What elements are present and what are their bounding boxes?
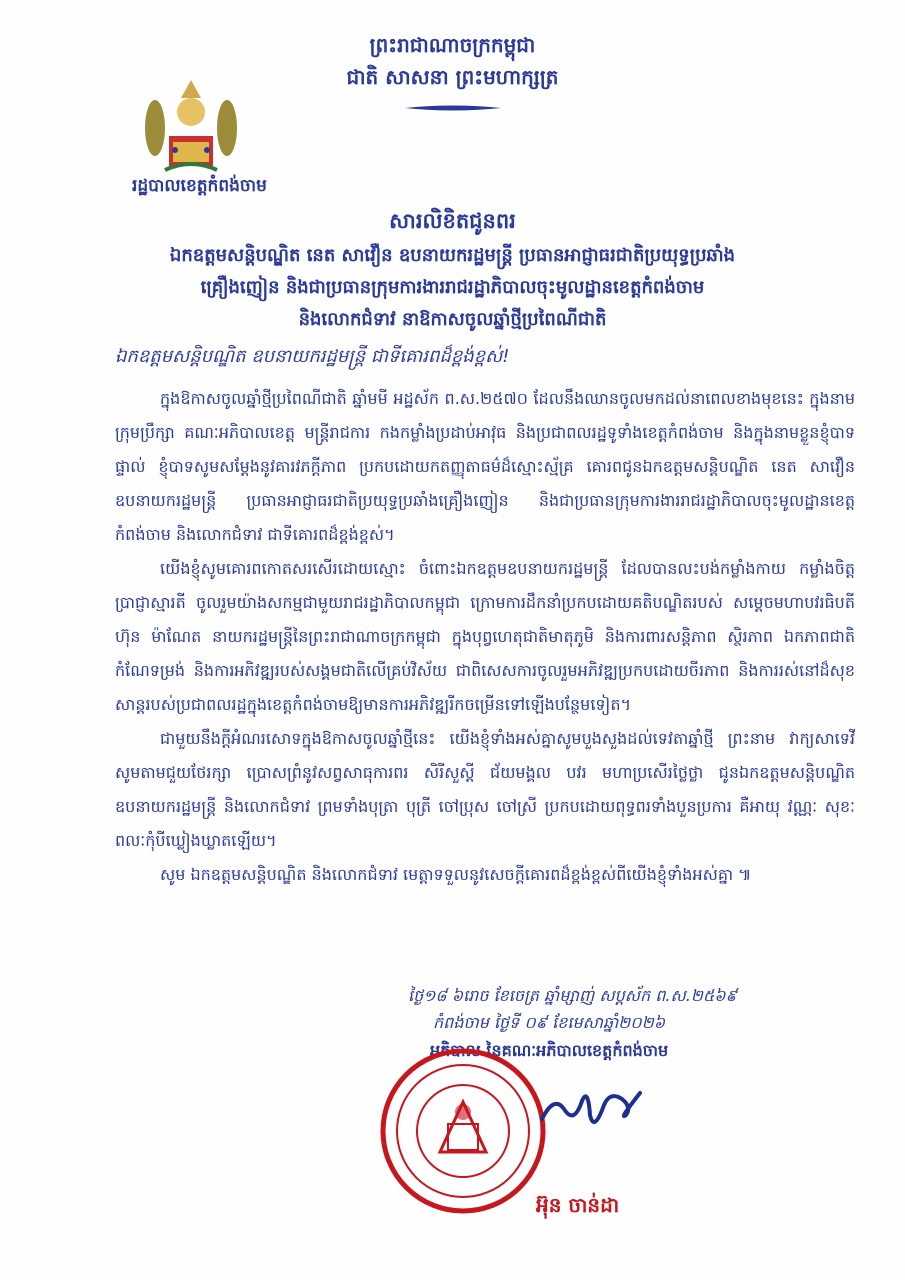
official-seal-icon xyxy=(378,1042,548,1220)
body-paragraph: ក្នុងឱកាសចូលឆ្នាំថ្មីប្រពៃណីជាតិ ឆ្នាំមមី អដ្ឋស័ក ព.ស.២៥៧០ ដែលនឹងឈានចូលមកដល់នាពេលខាងមុខនេះ ក្នុងនាមក្រុមប្រឹក្សា គណៈអភិបាលខេត្ត មន្ត្រីរាជការ កងកម្លាំងប្រដាប់អាវុធ និងប្រជាពលរដ្ឋទូទាំងខេត្តកំពង់ចាម និងក្នុងនាមខ្លួនខ្ញុំបាទផ្ទាល់ ខ្ញុំបាទសូមសម្តែងនូវគារវភក្តីភាព ប្រកបដោយកតញ្ញុតាធម៌ដ៏ស្មោះស្ម័គ្រ គោរពជូនឯកឧត្តមសន្តិបណ្ឌិត នេត សាវឿន ឧបនាយករដ្ឋមន្ត្រី ប្រធានអាជ្ញាធរជាតិប្រយុទ្ធប្រឆាំងគ្រឿងញៀន និងជាប្រធានក្រុមការងាររាជរដ្ឋាភិបាលចុះមូលដ្ឋានខេត្តកំពង់ចាម និងលោកជំទាវ ជាទីគោរពដ៏ខ្ពង់ខ្ពស់។ xyxy=(115,389,855,544)
subtitle-line: ឯកឧត្តមសន្តិបណ្ឌិត នេត សាវឿន ឧបនាយករដ្ឋមន្ត្រី ប្រធានអាជ្ញាធរជាតិប្រយុទ្ធប្រឆាំង xyxy=(169,245,736,266)
signatory-title: អភិបាល នៃគណៈអភិបាលខេត្តកំពង់ចាម xyxy=(430,1041,669,1060)
subtitle-line: និងលោកជំទាវ នាឱកាសចូលឆ្នាំថ្មីប្រពៃណីជាតិ xyxy=(298,309,607,330)
office-name: រដ្ឋបាលខេត្តកំពង់ចាម xyxy=(132,176,267,196)
lunar-date: ថ្ងៃ១៨ ៦រោច ខែចេត្រ ឆ្នាំម្សាញ់ សប្តស័ក ព.ស.២៥៦៩ xyxy=(408,986,737,1005)
letter-body xyxy=(115,382,855,892)
salutation: ឯកឧត្តមសន្តិបណ្ឌិត ឧបនាយករដ្ឋមន្ត្រី ជាទីគោរពដ៏ខ្ពង់ខ្ពស់! xyxy=(115,346,510,367)
signatory-name: អ៊ុន ចាន់ដា xyxy=(536,1193,620,1217)
kingdom-heading: ព្រះរាជាណាចក្រកម្ពុជា xyxy=(369,33,536,57)
ornament-divider-icon xyxy=(405,104,501,112)
solar-date: កំពង់ចាម ថ្ងៃទី ០៩ ខែមេសាឆ្នាំ២០២៦ xyxy=(433,1013,666,1032)
royal-emblem-icon xyxy=(137,78,245,174)
handwritten-signature-icon xyxy=(530,1075,650,1140)
national-motto: ជាតិ សាសនា ព្រះមហាក្សត្រ xyxy=(346,65,559,89)
subtitle-line: គ្រឿងញៀន និងជាប្រធានក្រុមការងាររាជរដ្ឋាភិបាលចុះមូលដ្ឋានខេត្តកំពង់ចាម xyxy=(200,277,705,298)
body-paragraph: ជាមួយនឹងក្តីអំណរសោទក្នុងឱកាសចូលឆ្នាំថ្មីនេះ យើងខ្ញុំទាំងអស់គ្នាសូមបួងសួងដល់ទេវតាឆ្នាំថ្មី ព្រះនាម វាក្យសាទេវី សូមតាមជួយថែរក្សា ប្រោសព្រំនូវសព្វសាធុការពរ សិរីសួស្តី ជ័យមង្គល បវរ មហាប្រសើរថ្លៃថ្លា ជូនឯកឧត្តមសន្តិបណ្ឌិត ឧបនាយករដ្ឋមន្ត្រី និងលោកជំទាវ ព្រមទាំងបុត្រា បុត្រី ចៅប្រុស ចៅស្រី ប្រកបដោយពុទ្ធពរទាំងបួនប្រការ គឺអាយុ វណ្ណៈ សុខៈ ពលៈកុំបីឃ្លៀងឃ្លាតឡើយ។ xyxy=(115,729,855,850)
document-title: សារលិខិតជូនពរ xyxy=(389,209,516,233)
body-paragraph: យើងខ្ញុំសូមគោរពកោតសរសើរដោយស្មោះ ចំពោះឯកឧត្តមឧបនាយករដ្ឋមន្ត្រី ដែលបានលះបង់កម្លាំងកាយ កម្លាំងចិត្ត ប្រាជ្ញាស្មារតី ចូលរួមយ៉ាងសកម្មជាមួយរាជរដ្ឋាភិបាលកម្ពុជា ក្រោមការដឹកនាំប្រកបដោយគតិបណ្ឌិតរបស់ សម្តេចមហាបវរធិបតី ហ៊ុន ម៉ាណែត នាយករដ្ឋមន្ត្រីនៃព្រះរាជាណាចក្រកម្ពុជា ក្នុងបុព្វហេតុជាតិមាតុភូមិ និងការពារសន្តិភាព ស្ថិរភាព ឯកភាពជាតិ កំណែទម្រង់ និងការអភិវឌ្ឍរបស់សង្គមជាតិលើគ្រប់វិស័យ ជាពិសេសការចូលរួមអភិវឌ្ឍប្រកបដោយចីរភាព និងការរស់នៅដ៏សុខសាន្តរបស់ប្រជាពលរដ្ឋក្នុងខេត្តកំពង់ចាមឱ្យមានការអភិវឌ្ឍរីកចម្រើនទៅឡើងបន្ថែមទៀត។ xyxy=(115,559,855,714)
body-paragraph: សូម ឯកឧត្តមសន្តិបណ្ឌិត និងលោកជំទាវ មេត្តាទទួលនូវសេចក្តីគោរពដ៏ខ្ពង់ខ្ពស់ពីយើងខ្ញុំទាំងអស់គ្នា ៕ xyxy=(160,865,752,884)
document-subtitle xyxy=(80,240,825,336)
